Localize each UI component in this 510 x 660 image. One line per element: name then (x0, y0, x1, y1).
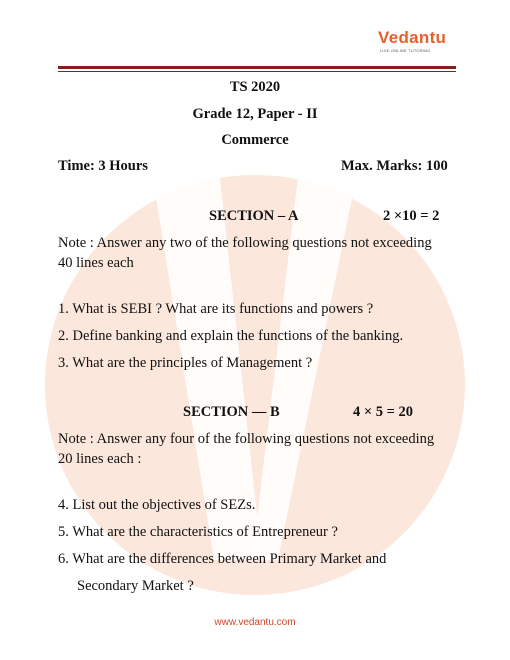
question-4: 4. List out the objectives of SEZs. (58, 497, 256, 513)
question-1: 1. What is SEBI ? What are its functions and powers ? (58, 301, 374, 317)
header-rule-thin (58, 71, 456, 72)
vedantu-logo (368, 28, 458, 56)
question-2: 2. Define banking and explain the functions of the banking. (58, 328, 404, 344)
section-b-heading: SECTION — B (183, 404, 280, 420)
paper-subject: Commerce (221, 132, 289, 148)
question-6: 6. What are the differences between Primary Market and (58, 551, 387, 567)
exam-time: Time: 3 Hours (58, 158, 148, 174)
section-b-marks: 4 × 5 = 20 (353, 404, 414, 420)
section-b-note-line1: Note : Answer any four of the following questions not exceeding (58, 431, 435, 447)
section-b-note-line2: 20 lines each : (58, 451, 142, 467)
footer-url[interactable]: www.vedantu.com (214, 617, 296, 628)
section-a-heading: SECTION – A (209, 208, 299, 224)
header-rule-thick (58, 66, 456, 69)
section-a-note-line1: Note : Answer any two of the following questions not exceeding (58, 235, 432, 251)
paper-subtitle: Grade 12, Paper - II (192, 106, 318, 122)
logo-tagline: LIVE ONLINE TUTORING (380, 48, 431, 53)
question-5: 5. What are the characteristics of Entrepreneur ? (58, 524, 338, 540)
logo-wordmark: Vedantu (378, 28, 447, 47)
question-6-continued: Secondary Market ? (77, 578, 194, 594)
section-a-note-line2: 40 lines each (58, 255, 134, 271)
paper-title: TS 2020 (229, 79, 281, 95)
section-a-marks: 2 ×10 = 2 (383, 208, 440, 224)
question-3: 3. What are the principles of Management ? (58, 355, 313, 371)
max-marks: Max. Marks: 100 (341, 158, 448, 174)
